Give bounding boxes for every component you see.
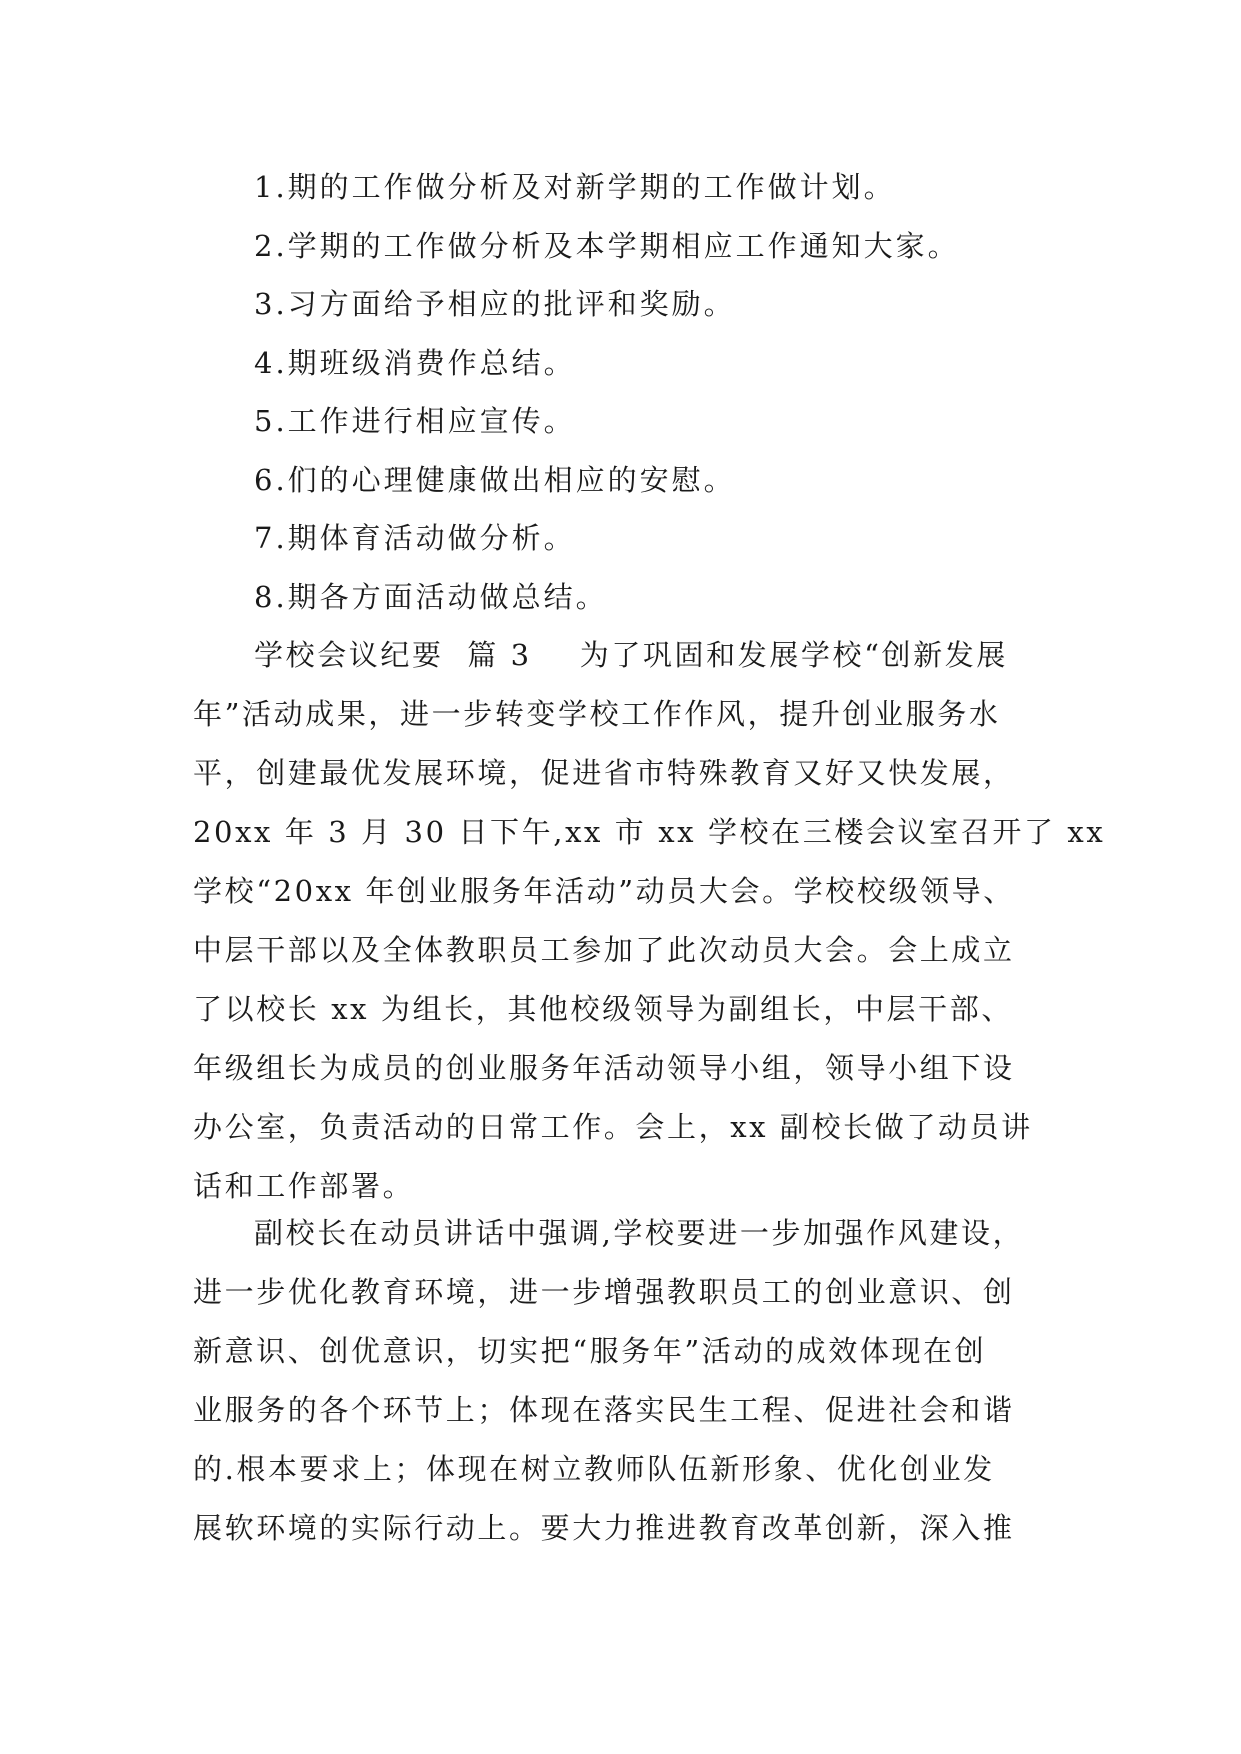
paragraph-line: 了以校长 xx 为组长，其他校级领导为副组长，中层干部、 (193, 992, 1013, 1026)
paragraph-line: 进一步优化教育环境，进一步增强教职员工的创业意识、创 (193, 1275, 1015, 1309)
paragraph-line: 20xx 年 3 月 30 日下午,xx 市 xx 学校在三楼会议室召开了 xx (193, 815, 1106, 849)
paragraph-line: 的.根本要求上；体现在树立教师队伍新形象、优化创业发 (193, 1452, 995, 1486)
paragraph-line: 副校长在动员讲话中强调,学校要进一步加强作风建设， (254, 1216, 1025, 1250)
paragraph-line: 业服务的各个环节上；体现在落实民生工程、促进社会和谐 (193, 1393, 1015, 1427)
paragraph-first-line (193, 626, 1055, 685)
list-item: 8.期各方面活动做总结。 (254, 579, 608, 614)
paragraph-line: 新意识、创优意识，切实把“服务年”活动的成效体现在创 (193, 1334, 987, 1368)
paragraph-line: 年级组长为成员的创业服务年活动领导小组，领导小组下设 (193, 1051, 1015, 1085)
list-item: 4.期班级消费作总结。 (254, 345, 576, 380)
section-title: 学校会议纪要 篇 3 (254, 638, 532, 672)
list-item: 2.学期的工作做分析及本学期相应工作通知大家。 (254, 228, 960, 263)
paragraph-line: 学校“20xx 年创业服务年活动”动员大会。学校校级领导、 (193, 874, 1015, 908)
numbered-list (254, 158, 1054, 626)
paragraph-line: 展软环境的实际行动上。要大力推进教育改革创新，深入推 (193, 1511, 1015, 1545)
list-item: 7.期体育活动做分析。 (254, 521, 576, 555)
paragraph-line: 话和工作部署。 (193, 1169, 415, 1203)
meeting-summary-paragraph (193, 626, 1106, 1216)
list-item: 6.们的心理健康做出相应的安慰。 (254, 462, 736, 497)
paragraph-line: 平，创建最优发展环境，促进省市特殊教育又好又快发展， (193, 756, 1015, 790)
paragraph-line: 办公室，负责活动的日常工作。会上，xx 副校长做了动员讲 (193, 1110, 1033, 1144)
paragraph-line: 为了巩固和发展学校“创新发展 (579, 638, 1008, 672)
list-item: 1.期的工作做分析及对新学期的工作做计划。 (254, 170, 896, 204)
speech-paragraph (193, 1204, 1055, 1558)
paragraph-line: 年”活动成果，进一步转变学校工作作风，提升创业服务水 (193, 697, 1001, 731)
paragraph-line: 中层干部以及全体教职员工参加了此次动员大会。会上成立 (193, 933, 1015, 967)
list-item: 5.工作进行相应宣传。 (254, 404, 576, 438)
list-item: 3.习方面给予相应的批评和奖励。 (254, 287, 736, 321)
